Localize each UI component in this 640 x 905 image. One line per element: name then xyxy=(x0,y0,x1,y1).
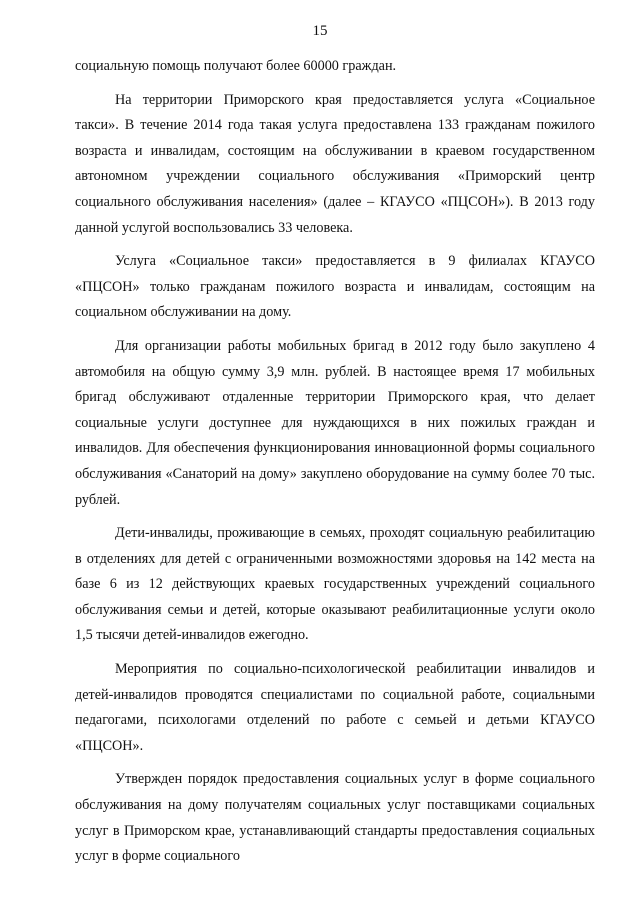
paragraph-taxi-branches: Услуга «Социальное такси» предоставляется в 9 филиалах КГАУСО «ПЦСОН» только гражданам пожилого возраста и инвалидам, состоящим на социальном обслуживании на дому. xyxy=(75,253,595,321)
paragraph-social-taxi: На территории Приморского края предоставляется услуга «Социальное такси». В течение 2014 года такая услуга предоставлена 133 гражданам пожилого возраста и инвалидам, состоящим на обслуживании в краевом государственном автономном учреждении социального обслуживания «Приморский центр социального обслуживания населения» (далее – КГАУСО «ПЦСОН»). В 2013 году данной услугой воспользовались 33 человека. xyxy=(75,91,595,236)
paragraph-mobile-brigades: Для организации работы мобильных бригад в 2012 году было закуплено 4 автомобиля на общую сумму 3,9 млн. рублей. В настоящее время 17 мобильных бригад обслуживают отдаленные территории Приморского края, что делает социальные услуги доступнее для нуждающихся в них пожилых граждан и инвалидов. Для обеспечения функционирования инновационной формы социального обслуживания «Санаторий на дому» закуплено оборудование на сумму более 70 тыс. рублей. xyxy=(75,337,595,508)
paragraph-service-procedure: Утвержден порядок предоставления социальных услуг в форме социального обслуживания на дому получателям социальных услуг поставщиками социальных услуг в Приморском крае, устанавливающий стандарты предоставления социальных услуг в форме социального xyxy=(75,771,595,865)
document-body xyxy=(75,54,595,878)
paragraph-continuation: социальную помощь получают более 60000 граждан. xyxy=(75,58,397,74)
paragraph-rehabilitation-activities: Мероприятия по социально-психологической реабилитации инвалидов и детей-инвалидов проводятся специалистами по социальной работе, социальными педагогами, психологами отделений по работе с семьей и детьми КГАУСО «ПЦСОН». xyxy=(75,661,595,754)
paragraph-disabled-children: Дети-инвалиды, проживающие в семьях, проходят социальную реабилитацию в отделениях для детей с ограниченными возможностями здоровья на 142 места на базе 6 из 12 действующих краевых государственных учреждений социального обслуживания семьи и детей, которые оказывают реабилитационные услуги около 1,5 тысячи детей-инвалидов ежегодно. xyxy=(75,525,595,644)
page-number: 15 xyxy=(312,23,328,39)
